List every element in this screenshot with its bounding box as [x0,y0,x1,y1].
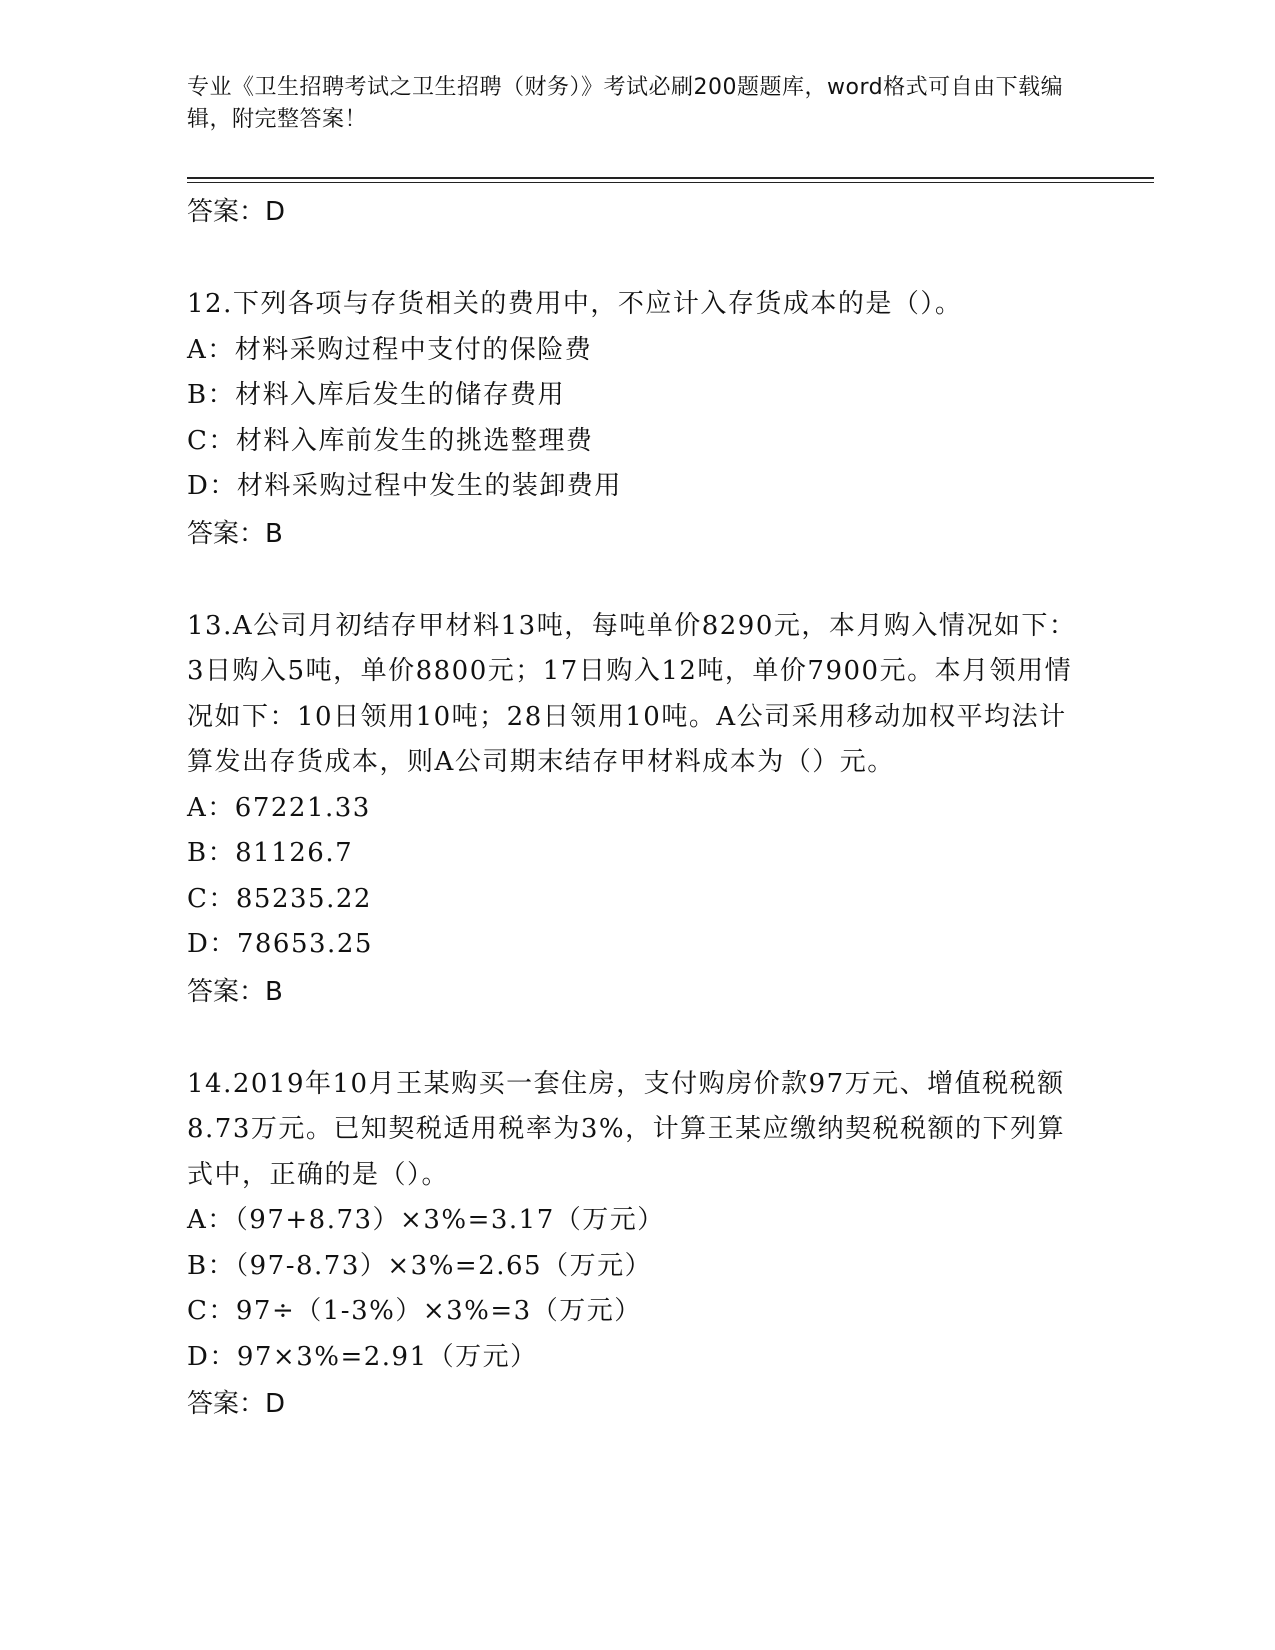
question-stem: 13.A公司月初结存甲材料13吨，每吨单价8290元，本月购入情况如下：3日购入5吨，单价8800元；17日购入12吨，单价7900元。本月领用情况如下：10日领用10吨；28日领用10吨。A公司采用移动加权平均法计算发出存货成本，则A公司期末结存甲材料成本为（）元。 [187,610,1077,777]
question-13 [187,604,1087,1016]
option-c: C：材料入库前发生的挑选整理费 [187,425,594,456]
option-a: A：（97+8.73）×3%=3.17（万元） [187,1205,665,1235]
option-c: C：85235.22 [187,883,372,914]
question-14 [187,1062,1087,1429]
answer: 答案：B [187,518,283,549]
question-stem: 14.2019年10月王某购买一套住房，支付购房价款97万元、增值税税额8.73万元。已知契税适用税率为3%，计算王某应缴纳契税税额的下列算式中，正确的是（）。 [187,1068,1066,1190]
header-divider-thick [187,177,1154,179]
previous-answer: 答案：D [187,197,286,227]
option-b: B：81126.7 [187,838,354,868]
option-c: C：97÷（1-3%）×3%=3（万元） [187,1296,642,1326]
header-divider-thin [187,182,1154,183]
option-b: B：（97-8.73）×3%=2.65（万元） [187,1250,653,1281]
option-d: D：78653.25 [187,929,373,959]
document-header: 专业《卫生招聘考试之卫生招聘（财务）》考试必刷200题题库，word格式可自由下载编辑，附完整答案！ [187,75,1064,132]
question-12 [187,282,1087,558]
option-d: D：材料采购过程中发生的装卸费用 [187,471,622,501]
option-b: B：材料入库后发生的储存费用 [187,380,566,410]
answer: 答案：D [187,1389,286,1419]
option-a: A：67221.33 [187,792,371,823]
question-list [187,188,1087,1428]
answer: 答案：B [187,976,283,1007]
option-a: A：材料采购过程中支付的保险费 [187,334,593,365]
question-stem: 12.下列各项与存货相关的费用中，不应计入存货成本的是（）。 [187,289,963,319]
option-d: D：97×3%=2.91（万元） [187,1341,538,1372]
